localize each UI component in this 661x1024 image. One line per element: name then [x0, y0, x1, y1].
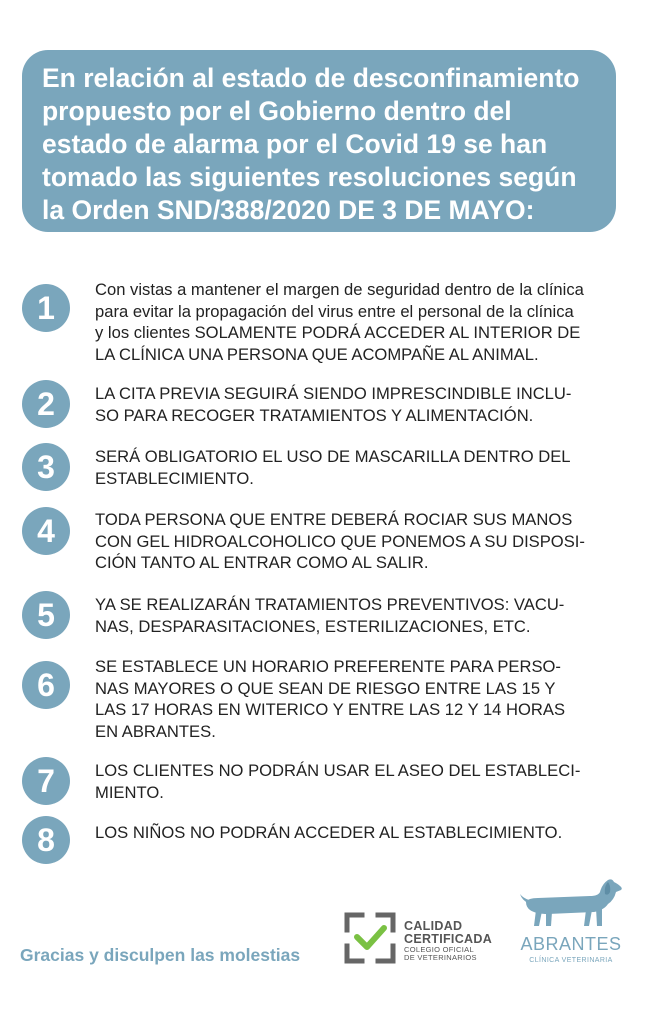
rule-text	[95, 594, 625, 637]
brand-subtitle: CLÍNICA VETERINARIA	[529, 957, 613, 964]
rule-number-badge: 1	[22, 284, 70, 332]
rule-line: ESTABLECIMIENTO.	[95, 468, 254, 488]
quality-line: DE VETERINARIOS	[404, 953, 477, 962]
rule-line: CON GEL HIDROALCOHOLICO QUE PONEMOS A SU DISPOSI-	[95, 531, 585, 551]
quality-check-icon	[344, 912, 396, 964]
rule-line: Con vistas a mantener el margen de seguridad dentro de la clínica	[95, 280, 584, 299]
rule-text	[95, 279, 625, 365]
rule-line: YA SE REALIZARÁN TRATAMIENTOS PREVENTIVOS: VACU-	[95, 595, 565, 614]
rule-number-badge: 6	[22, 661, 70, 709]
header-line: propuesto por el Gobierno dentro del	[42, 96, 512, 126]
rule-line: y los clientes SOLAMENTE PODRÁ ACCEDER AL INTERIOR DE	[95, 323, 581, 342]
quality-line: CERTIFICADA	[404, 932, 493, 946]
rule-line: LA CITA PREVIA SEGUIRÁ SIENDO IMPRESCINDIBLE INCLU-	[95, 384, 572, 403]
rule-number-badge: 7	[22, 757, 70, 805]
rule-line: NAS, DESPARASITACIONES, ESTERILIZACIONES, ETC.	[95, 616, 531, 636]
rule-text	[95, 760, 625, 803]
rule-line: CIÓN TANTO AL ENTRAR COMO AL SALIR.	[95, 553, 429, 572]
rule-line: LOS NIÑOS NO PODRÁN ACCEDER AL ESTABLECIMIENTO.	[95, 823, 563, 842]
rule-text	[95, 509, 625, 574]
dachshund-icon	[520, 876, 624, 938]
rule-line: LOS CLIENTES NO PODRÁN USAR EL ASEO DEL ESTABLECI-	[95, 761, 581, 780]
header-line: estado de alarma por el Covid 19 se han	[42, 129, 548, 159]
rule-text	[95, 446, 625, 489]
rule-number-badge: 8	[22, 816, 70, 864]
quality-certification	[404, 920, 492, 962]
rule-line: EN ABRANTES.	[95, 721, 216, 741]
rule-number-badge: 5	[22, 591, 70, 639]
quality-line: COLEGIO OFICIAL	[404, 945, 474, 954]
rule-line: NAS MAYORES O QUE SEAN DE RIESGO ENTRE LAS 15 Y	[95, 678, 556, 698]
rule-text	[95, 822, 625, 844]
header-line: En relación al estado de desconfinamiento	[42, 63, 580, 93]
brand-name: ABRANTES	[520, 934, 622, 954]
rule-line: LAS 17 HORAS EN WITERICO Y ENTRE LAS 12 Y 14 HORAS	[95, 700, 566, 719]
quality-line: CALIDAD	[404, 919, 463, 933]
rule-line: SO PARA RECOGER TRATAMIENTOS Y ALIMENTACIÓN.	[95, 405, 534, 425]
rule-line: TODA PERSONA QUE ENTRE DEBERÁ ROCIAR SUS MANOS	[95, 510, 573, 529]
rule-line: SE ESTABLECE UN HORARIO PREFERENTE PARA PERSO-	[95, 657, 561, 676]
rule-line: para evitar la propagación del virus entre el personal de la clínica	[95, 301, 574, 321]
rule-number-badge: 2	[22, 380, 70, 428]
rule-line: MIENTO.	[95, 782, 164, 802]
rule-number-badge: 4	[22, 507, 70, 555]
rule-text	[95, 383, 625, 426]
header-title	[42, 62, 596, 227]
footer-thanks-text: Gracias y disculpen las molestias	[20, 945, 301, 965]
header-line: tomado las siguientes resoluciones según	[42, 162, 577, 192]
rule-number-badge: 3	[22, 443, 70, 491]
rule-line: SERÁ OBLIGATORIO EL USO DE MASCARILLA DENTRO DEL	[95, 447, 571, 466]
rule-line: LA CLÍNICA UNA PERSONA QUE ACOMPAÑE AL ANIMAL.	[95, 344, 539, 364]
header-banner	[22, 50, 616, 232]
header-line: la Orden SND/388/2020 DE 3 DE MAYO:	[42, 195, 535, 225]
rule-text	[95, 656, 625, 742]
